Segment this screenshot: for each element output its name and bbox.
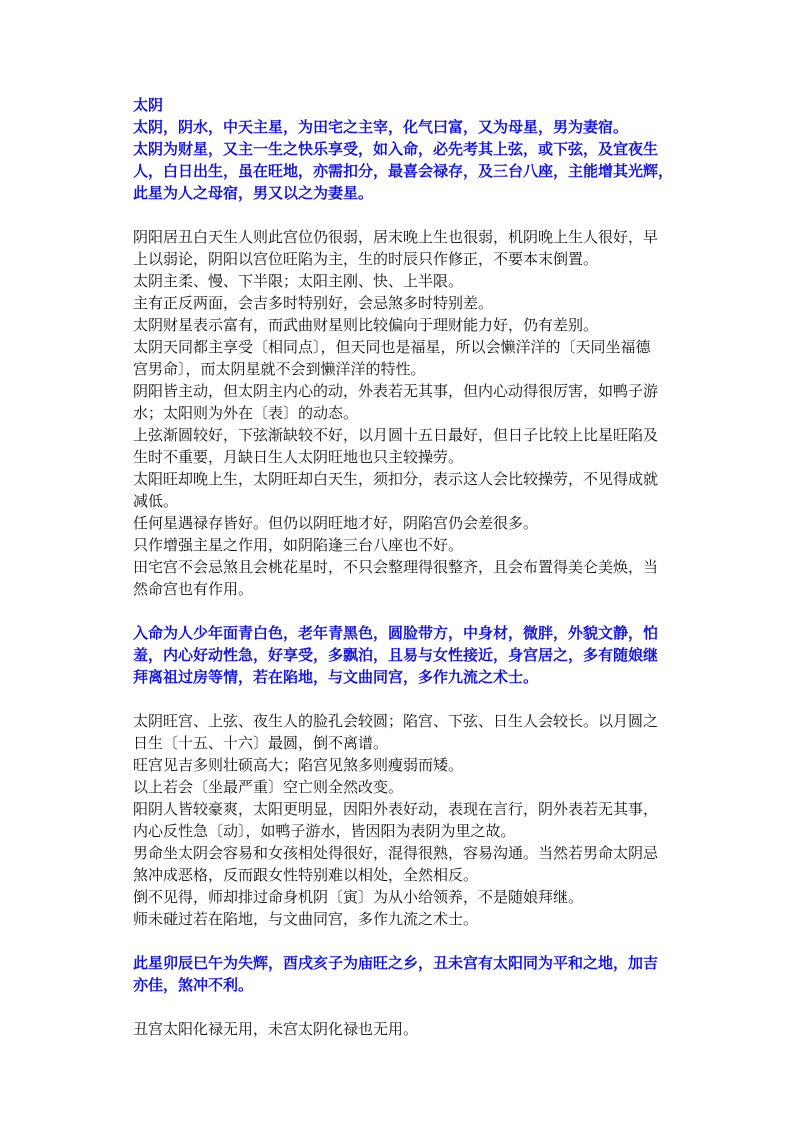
section-palaces: [133, 952, 673, 996]
paragraph-gap: [133, 930, 673, 952]
body-line: 主有正反两面，会吉多时特别好，会忌煞多时特别差。: [133, 294, 494, 312]
body-line: 太阴天同都主享受〔相同点〕，但天同也是福星，所以会懒洋洋的〔天同坐福德: [133, 338, 651, 356]
body-line: 男命坐太阴会容易和女孩相处得很好，混得很熟，容易沟通。当然若男命太阴忌: [133, 844, 659, 862]
body-line: 阳阴人皆较豪爽，太阳更明显，因阳外表好动，表现在言行，阴外表若无其事，: [133, 800, 659, 818]
emphasis-line: 太阴，阴水，中天主星，为田宅之主宰，化气曰富，又为母星，男为妻宿。: [133, 118, 629, 136]
emphasis-line: 此星为人之母宿，男又以之为妻星。: [133, 184, 374, 202]
paragraph-gap: [133, 688, 673, 710]
section-notes-1: [133, 226, 673, 600]
body-line: 上弦渐圆较好，下弦渐缺较不好，以月圆十五日最好，但日子比较上比星旺陷及: [133, 426, 659, 444]
section-notes-3: [133, 1018, 673, 1040]
emphasis-line: 亦佳，煞冲不利。: [133, 976, 254, 994]
body-line: 太阴旺宫、上弦、夜生人的脸孔会较圆；陷宫、下弦、日生人会较长。以月圆之: [133, 712, 659, 730]
emphasis-line: 羞，内心好动性急，好享受，多飘泊，且易与女性接近，身宫居之，多有随娘继: [133, 646, 659, 664]
body-line: 田宅宫不会忌煞且会桃花星时，不只会整理得很整齐，且会布置得美仑美焕，当: [133, 558, 659, 576]
document-content: [133, 94, 673, 1040]
body-line: 水；太阳则为外在〔表〕的动态。: [133, 404, 359, 422]
body-line: 太阴财星表示富有，而武曲财星则比较偏向于理财能力好，仍有差别。: [133, 316, 599, 334]
body-line: 日生〔十五、十六〕最圆，倒不离谱。: [133, 734, 389, 752]
paragraph-gap: [133, 204, 673, 226]
body-line: 太阳旺却晚上生，太阴旺却白天生，须扣分，表示这人会比较操劳，不见得成就: [133, 470, 659, 488]
emphasis-line: 此星卯辰巳午为失辉，酉戌亥子为庙旺之乡，丑未宫有太阳同为平和之地，加吉: [133, 954, 659, 972]
body-line: 倒不见得，师却排过命身机阴〔寅〕为从小给领养，不是随娘拜继。: [133, 888, 584, 906]
paragraph-gap: [133, 996, 673, 1018]
emphasis-line: 人，白日出生，虽在旺地，亦需扣分，最喜会禄存，及三台八座，主能增其光辉，: [133, 162, 674, 180]
body-line: 任何星遇禄存皆好。但仍以阴旺地才好，阴陷宫仍会差很多。: [133, 514, 539, 532]
body-line: 丑宫太阳化禄无用，未宫太阴化禄也无用。: [133, 1020, 419, 1038]
emphasis-line: 入命为人少年面青白色，老年青黑色，圆脸带方，中身材，微胖，外貌文静，怕: [133, 624, 659, 642]
section-title: 太阴: [133, 96, 164, 114]
section-appearance: [133, 622, 673, 688]
body-line: 太阴主柔、慢、下半限；太阳主刚、快、上半限。: [133, 272, 464, 290]
body-line: 生时不重要，月缺日生人太阴旺地也只主较操劳。: [133, 448, 464, 466]
body-line: 只作增强主星之作用，如阴陷逢三台八座也不好。: [133, 536, 464, 554]
body-line: 阴阳皆主动，但太阴主内心的动，外表若无其事，但内心动得很厉害，如鸭子游: [133, 382, 659, 400]
body-line: 旺宫见吉多则壮硕高大；陷宫见煞多则瘦弱而矮。: [133, 756, 464, 774]
section-intro: [133, 94, 673, 204]
body-line: 师未碰过若在陷地，与文曲同宫，多作九流之术士。: [133, 910, 479, 928]
emphasis-line: 太阴为财星，又主一生之快乐享受，如入命，必先考其上弦，或下弦，及宜夜生: [133, 140, 659, 158]
emphasis-line: 拜离祖过房等情，若在陷地，与文曲同宫，多作九流之术士。: [133, 668, 539, 686]
body-line: 上以弱论，阴阳以宫位旺陷为主，生的时辰只作修正，不要本末倒置。: [133, 250, 599, 268]
body-line: 然命宫也有作用。: [133, 580, 254, 598]
section-notes-2: [133, 710, 673, 930]
body-line: 阴阳居丑白天生人则此宫位仍很弱，居末晚上生也很弱，机阴晚上生人很好，早: [133, 228, 659, 246]
body-line: 内心反性急〔动〕，如鸭子游水，皆因阳为表阴为里之故。: [133, 822, 516, 840]
body-line: 煞冲成恶格，反而跟女性特别难以相处，全然相反。: [133, 866, 479, 884]
paragraph-gap: [133, 600, 673, 622]
body-line: 减低。: [133, 492, 179, 510]
body-line: 宫男命〕，而太阴星就不会到懒洋洋的特性。: [133, 360, 426, 378]
body-line: 以上若会〔坐最严重〕空亡则全然改变。: [133, 778, 404, 796]
